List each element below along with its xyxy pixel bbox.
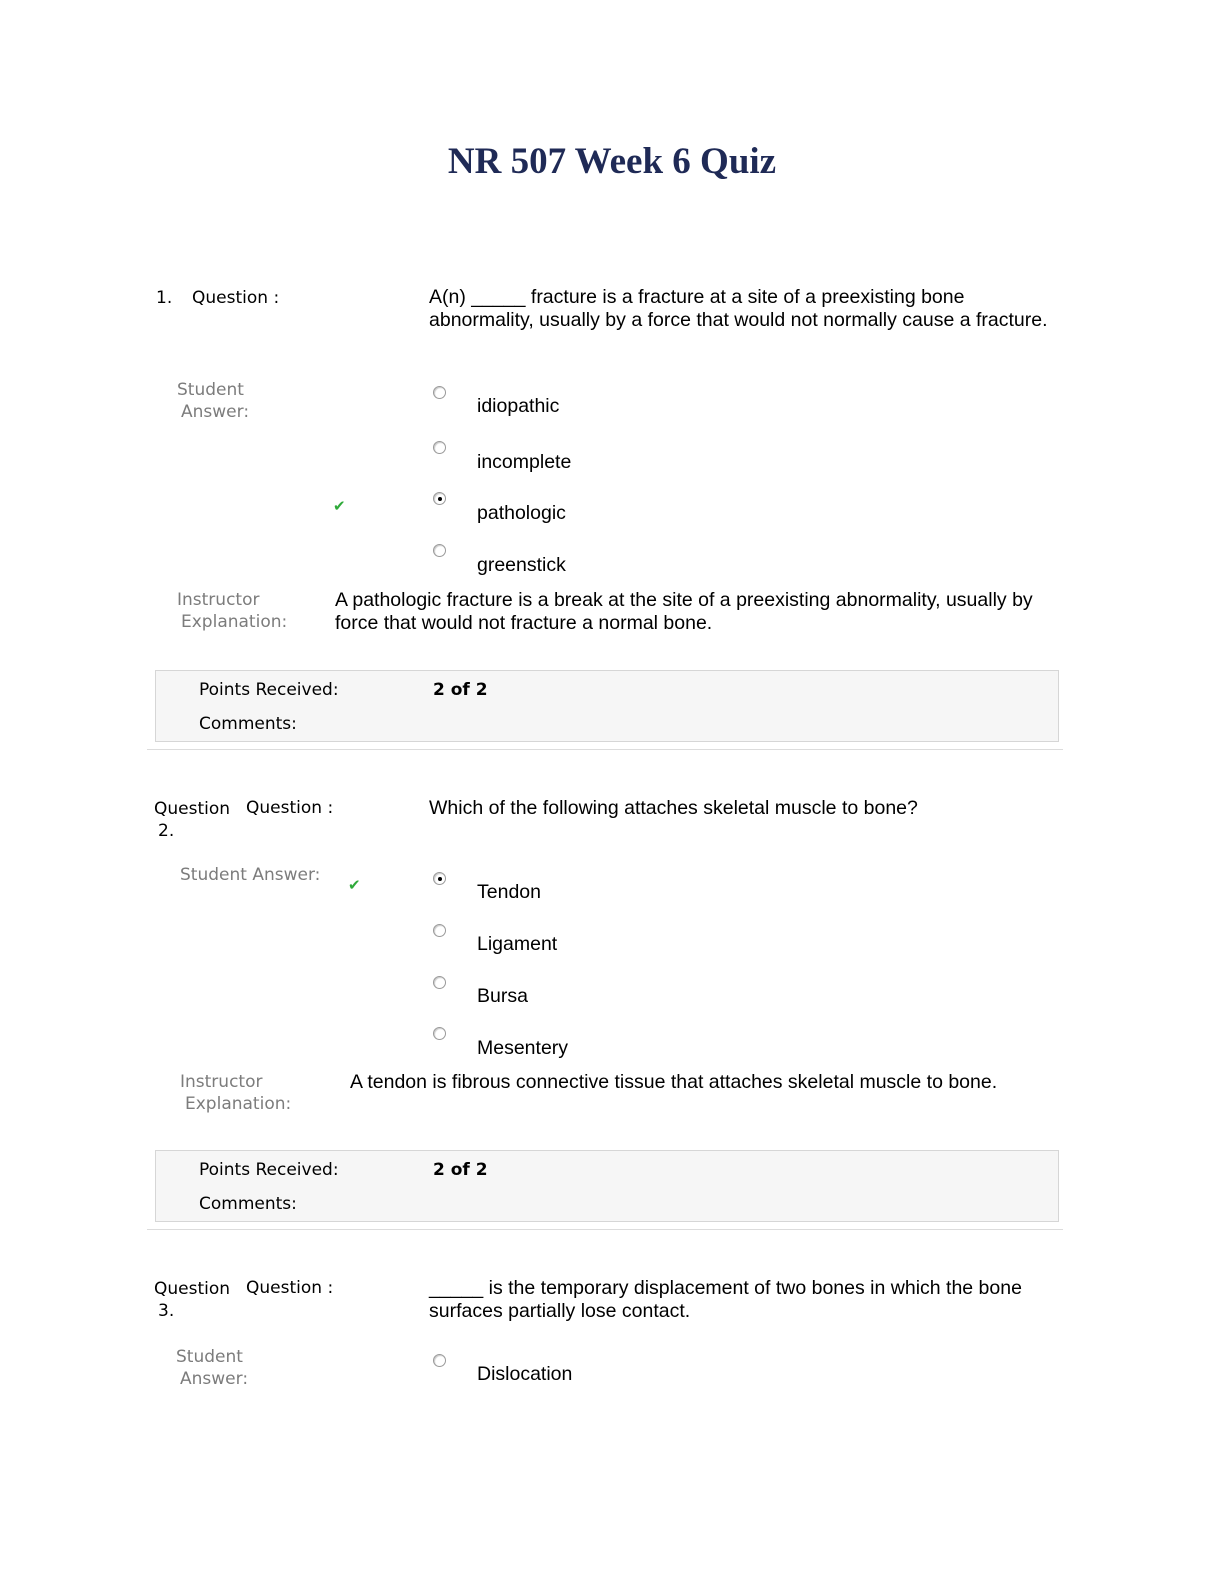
option-label: idiopathic	[477, 395, 560, 417]
checkmark-icon: ✔	[333, 497, 346, 515]
radio-button-icon[interactable]	[433, 924, 446, 937]
student-answer-label: Student Answer:	[180, 865, 321, 885]
option-label: incomplete	[477, 451, 572, 473]
points-received-value: 2 of 2	[433, 680, 488, 700]
instructor-explanation-label: Instructor Explanation:	[177, 590, 288, 632]
student-answer-label: Student Answer:	[176, 1347, 249, 1389]
option-label: greenstick	[477, 554, 566, 576]
comments-label: Comments:	[199, 714, 297, 734]
radio-button-icon[interactable]	[433, 441, 446, 454]
points-received-value: 2 of 2	[433, 1160, 488, 1180]
option-label: Ligament	[477, 933, 558, 955]
question-number: Question 2.	[154, 799, 231, 841]
radio-button-icon[interactable]	[433, 872, 446, 885]
question-label: Question :	[246, 798, 334, 818]
option-label: Bursa	[477, 985, 528, 1007]
radio-button-icon[interactable]	[433, 492, 446, 505]
question-label: Question :	[246, 1278, 334, 1298]
question-label: Question :	[192, 288, 280, 308]
option-label: Mesentery	[477, 1037, 569, 1059]
question-number: 1.	[156, 288, 173, 308]
instructor-explanation: A pathologic fracture is a break at the site of a preexisting abnormality, usually by force that would not fracture a normal bone.	[335, 589, 1033, 634]
points-received-label: Points Received:	[199, 1160, 339, 1180]
comments-label: Comments:	[199, 1194, 297, 1214]
question-text: Which of the following attaches skeletal muscle to bone?	[429, 797, 918, 819]
points-received-label: Points Received:	[199, 680, 339, 700]
option-label: Tendon	[477, 881, 541, 903]
option-label: pathologic	[477, 502, 566, 524]
question-text: _____ is the temporary displacement of two bones in which the bone surfaces partially lose contact.	[429, 1277, 1022, 1322]
points-box	[155, 670, 1059, 742]
instructor-explanation: A tendon is fibrous connective tissue that attaches skeletal muscle to bone.	[350, 1071, 998, 1093]
divider	[147, 1229, 1063, 1230]
radio-button-icon[interactable]	[433, 1354, 446, 1367]
checkmark-icon: ✔	[348, 876, 361, 894]
option-label: Dislocation	[477, 1363, 573, 1385]
radio-button-icon[interactable]	[433, 386, 446, 399]
page-title: NR 507 Week 6 Quiz	[447, 141, 777, 182]
radio-button-icon[interactable]	[433, 544, 446, 557]
radio-button-icon[interactable]	[433, 1027, 446, 1040]
points-box	[155, 1150, 1059, 1222]
student-answer-label: Student Answer:	[177, 380, 250, 422]
question-text: A(n) _____ fracture is a fracture at a site of a preexisting bone abnormality, usually by a force that would not normally cause a fracture.	[429, 286, 1048, 331]
question-number: Question 3.	[154, 1279, 231, 1321]
radio-button-icon[interactable]	[433, 976, 446, 989]
instructor-explanation-label: Instructor Explanation:	[180, 1072, 292, 1114]
divider	[147, 749, 1063, 750]
